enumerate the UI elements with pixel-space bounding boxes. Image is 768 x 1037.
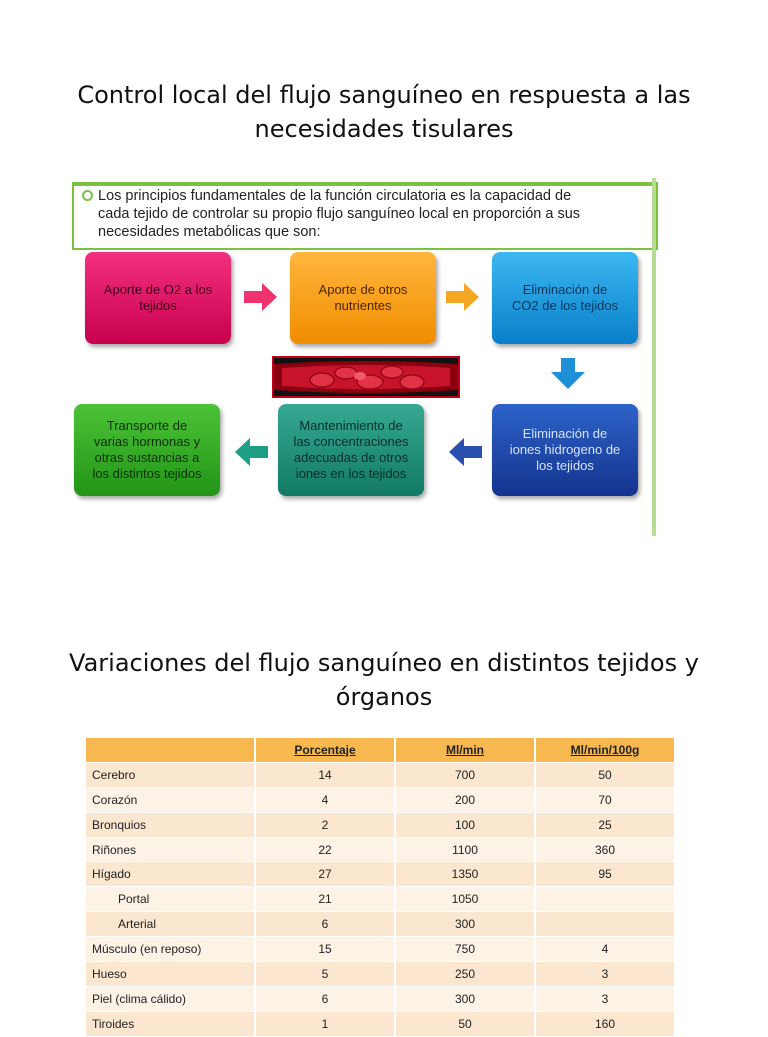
box-line: los tejidos [536, 458, 594, 473]
box-line: iones en los tejidos [295, 466, 407, 481]
bullet-circle-icon [82, 190, 93, 201]
box-line: otras sustancias a [94, 450, 200, 465]
blood-vessel-illustration [272, 356, 460, 398]
table-cell: Corazón [86, 787, 255, 812]
table-cell: 1050 [395, 887, 535, 912]
table-cell: Hueso [86, 962, 255, 987]
table-cell: Riñones [86, 837, 255, 862]
table-header: Ml/min/100g [535, 738, 675, 762]
table-cell: 1350 [395, 862, 535, 887]
table-cell: 3 [535, 962, 675, 987]
table-row [86, 787, 675, 812]
box-line: tejidos [139, 298, 177, 313]
table-cell: 6 [255, 912, 395, 937]
table-cell: 1100 [395, 837, 535, 862]
table-cell: 25 [535, 812, 675, 837]
table-row [86, 812, 675, 837]
table-cell: Piel (clima cálido) [86, 986, 255, 1011]
table-row [86, 937, 675, 962]
intro-line: necesidades metabólicas que son: [98, 224, 321, 240]
table-row [86, 986, 675, 1011]
table-cell: 50 [535, 762, 675, 787]
box-line: Aporte de otros [318, 282, 408, 297]
blood-flow-table [86, 738, 676, 1037]
table-cell [535, 887, 675, 912]
arrow-right-icon [446, 282, 480, 312]
table-cell: 27 [255, 862, 395, 887]
table-cell: 360 [535, 837, 675, 862]
table-cell: 200 [395, 787, 535, 812]
table-row [86, 862, 675, 887]
table-header-row [86, 738, 675, 762]
title-line: Control local del flujo sanguíneo en respuesta a las [77, 81, 691, 109]
box-aporte-o2 [85, 252, 231, 344]
table-cell: 4 [255, 787, 395, 812]
table-cell: 1 [255, 1011, 395, 1036]
box-line: Eliminación de [522, 282, 608, 297]
frame-rail [652, 178, 656, 536]
table-cell: Bronquios [86, 812, 255, 837]
box-line: Transporte de [106, 418, 188, 433]
intro-line: cada tejido de controlar su propio flujo sanguíneo local en proporción a sus [98, 206, 581, 222]
box-line: Eliminación de [522, 426, 608, 441]
title-line: Variaciones del flujo sanguíneo en distintos tejidos y [69, 649, 699, 677]
table-row [86, 962, 675, 987]
intro-line: Los principios fundamentales de la función circulatoria es la capacidad de [98, 188, 572, 204]
table-cell: 6 [255, 986, 395, 1011]
arrow-right-icon [244, 282, 278, 312]
table-row [86, 837, 675, 862]
table-cell: 160 [535, 1011, 675, 1036]
table-cell [535, 912, 675, 937]
table-cell: 14 [255, 762, 395, 787]
table-cell: 95 [535, 862, 675, 887]
box-line: nutrientes [334, 298, 392, 313]
table-cell: 70 [535, 787, 675, 812]
box-line: iones hidrogeno de [509, 442, 621, 457]
table-cell: Tiroides [86, 1011, 255, 1036]
table-cell: Arterial [86, 912, 255, 937]
table-cell: 100 [395, 812, 535, 837]
table-row [86, 887, 675, 912]
title-line: necesidades tisulares [254, 115, 514, 143]
table-cell: 15 [255, 937, 395, 962]
table-cell: 250 [395, 962, 535, 987]
section-title-control-local [0, 78, 768, 146]
box-line: varias hormonas y [93, 434, 201, 449]
arrow-left-icon [448, 437, 482, 467]
box-line: los distintos tejidos [92, 466, 202, 481]
blood-cells-icon [274, 358, 458, 396]
flow-diagram [72, 178, 656, 536]
box-line: adecuadas de otros [293, 450, 409, 465]
box-transporte-hormonas [74, 404, 220, 496]
table-cell: Portal [86, 887, 255, 912]
box-eliminacion-iones-hidrogeno [492, 404, 638, 496]
table-header: Porcentaje [255, 738, 395, 762]
box-aporte-nutrientes [290, 252, 436, 344]
title-line: órganos [335, 683, 433, 711]
table-cell: 50 [395, 1011, 535, 1036]
table-cell: 21 [255, 887, 395, 912]
table-row [86, 912, 675, 937]
arrow-down-icon [550, 358, 586, 390]
box-eliminacion-co2 [492, 252, 638, 344]
section-title-variaciones [0, 646, 768, 714]
box-line: las concentraciones [293, 434, 409, 449]
table-body [86, 762, 675, 1036]
arrow-left-icon [234, 437, 268, 467]
box-line: Mantenimiento de [299, 418, 403, 433]
table-header: Ml/min [395, 738, 535, 762]
table-cell: 300 [395, 986, 535, 1011]
box-line: CO2 de los tejidos [511, 298, 619, 313]
table-cell: Hígado [86, 862, 255, 887]
table-cell: 22 [255, 837, 395, 862]
box-mantenimiento-concentraciones [278, 404, 424, 496]
table-cell: 5 [255, 962, 395, 987]
table-cell: 3 [535, 986, 675, 1011]
table-cell: Músculo (en reposo) [86, 937, 255, 962]
table-header [86, 738, 255, 762]
intro-text [98, 187, 638, 241]
table-cell: 750 [395, 937, 535, 962]
table-cell: Cerebro [86, 762, 255, 787]
table-cell: 4 [535, 937, 675, 962]
table-cell: 300 [395, 912, 535, 937]
box-line: Aporte de O2 a los [103, 282, 213, 297]
table-row [86, 762, 675, 787]
table-cell: 700 [395, 762, 535, 787]
table-cell: 2 [255, 812, 395, 837]
